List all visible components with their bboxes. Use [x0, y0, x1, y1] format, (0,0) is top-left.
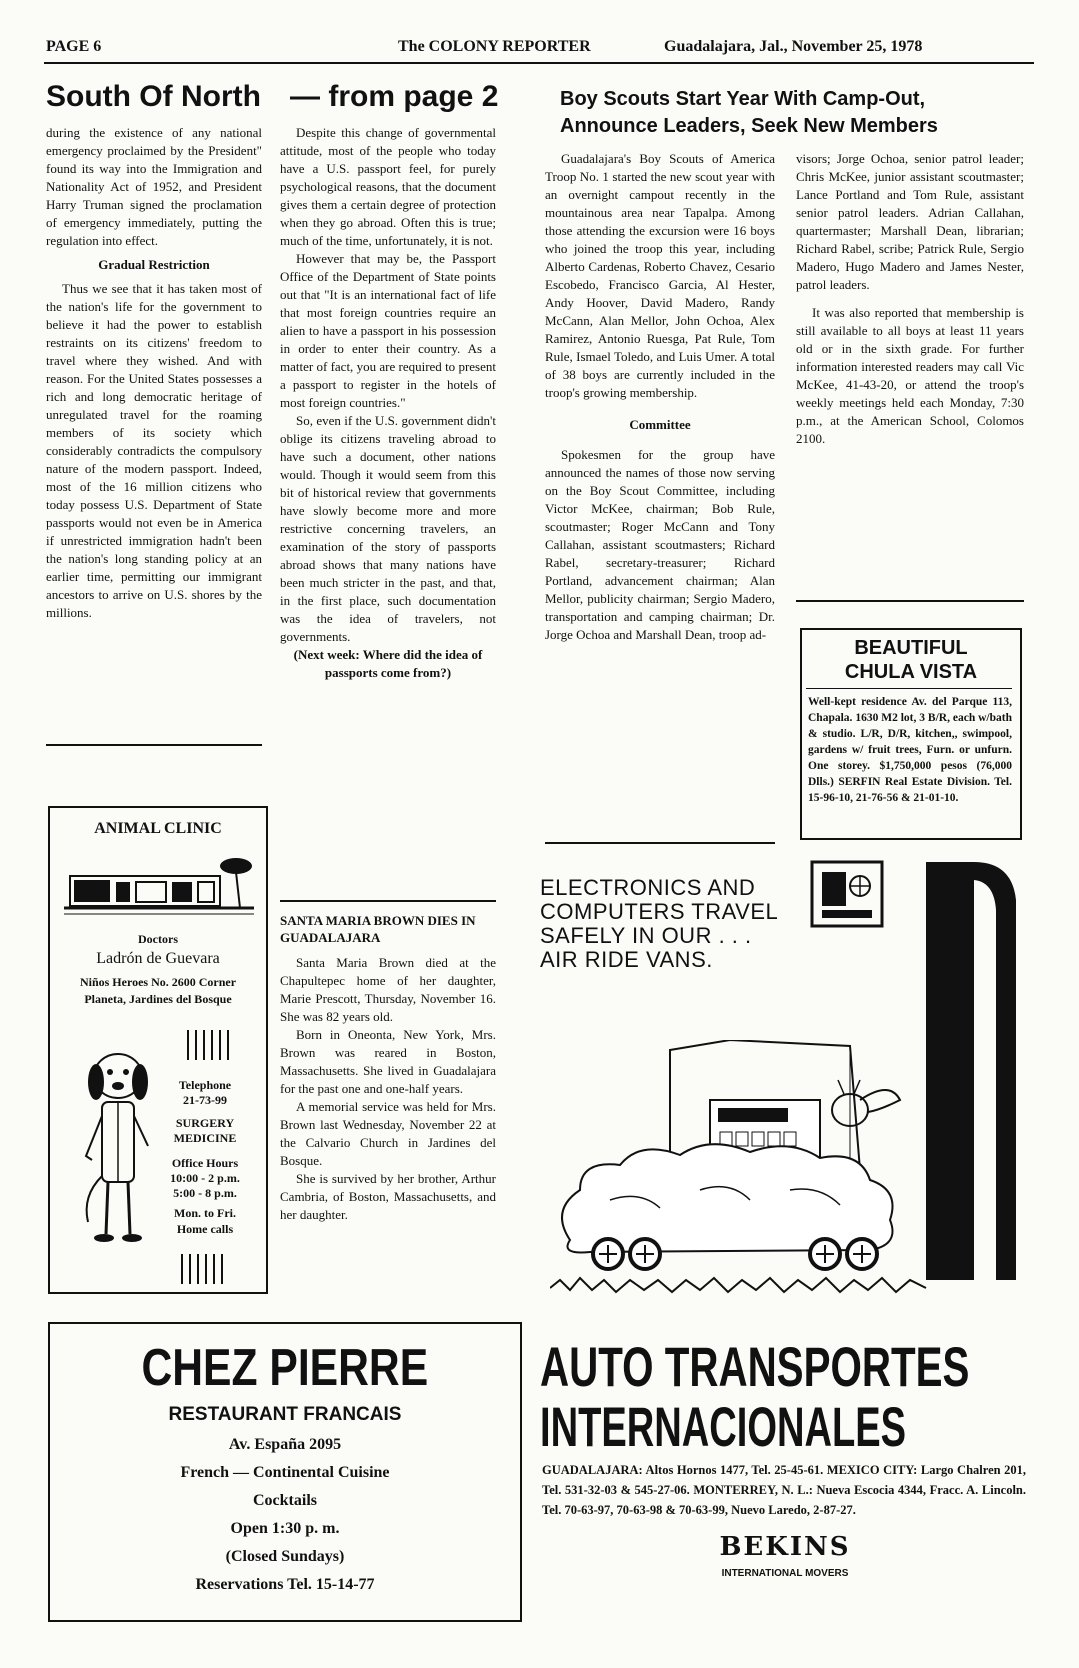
south-of-north-column-2 — [280, 124, 496, 682]
office-days: Mon. to Fri. — [174, 1206, 236, 1220]
column-rule — [280, 900, 496, 902]
divider-bars-top — [184, 1030, 234, 1060]
paragraph: Guadalajara's Boy Scouts of America Troop No. 1 started the new scout year with an overnight campout recently in the mountainous area near Tapalpa. Among those attending the excursion were 16 boys who joined the troop this year, including Alberto Cardenas, Roberto Chavez, Cesario Escobedo, Francisco Garcia, Al Hester, Andy Hoover, David Madero, Randy McCann, Alan Mellor, John Ochoa, Alex Ramirez, Antonio Ruesga, Pat Rule, Tom Rule, Ismael Toledo, and Luis Umer. A total of 38 boys are currently included in the troop's growing membership. — [545, 151, 775, 400]
paragraph: She is survived by her brother, Arthur Cambria, of Boston, Massachusetts, and her daughter. — [280, 1171, 496, 1222]
office-hours-label: Office Hours — [171, 1156, 239, 1170]
clinic-building-illustration — [64, 852, 254, 920]
divider-bars-bottom — [178, 1254, 228, 1284]
south-of-north-column-1 — [46, 124, 262, 622]
chez-pierre-closed: (Closed Sundays) — [225, 1548, 345, 1565]
column-rule — [545, 842, 775, 844]
animal-clinic-title: ANIMAL CLINIC — [94, 820, 222, 837]
home-calls: Home calls — [176, 1222, 234, 1236]
office-hours-morning: 10:00 - 2 p.m. — [170, 1171, 240, 1185]
paper-name: The COLONY REPORTER — [398, 38, 591, 55]
chez-pierre-cocktails: Cocktails — [253, 1492, 317, 1509]
south-of-north-headline-continued: — from page 2 — [290, 80, 499, 113]
paragraph: Spokesmen for the group have announced the names of those now serving on the Boy Scout Committee, including Victor McKee, chairman; Bob Rule, scoutmaster; Roger McCann and Tony Callahan, assistant scoutmasters; Richard Rabel, secretary-treasurer; Richard Portland, advancement chairman; Alan Mellor, publicity chairman; Sergio Madero, transportation and camping chairman; Dr. Jorge Ochoa and Marshall Dean, troop ad- — [545, 447, 775, 642]
auto-transportes-name-line-1: AUTO TRANSPORTES — [540, 1335, 970, 1398]
obituary-headline: SANTA MARIA BROWN DIES IN GUADALAJARA — [280, 913, 476, 945]
chula-vista-title-1: BEAUTIFUL — [854, 637, 968, 659]
boy-scouts-headline: Boy Scouts Start Year With Camp-Out, Announce Leaders, Seek New Members — [560, 88, 938, 137]
page-number: PAGE 6 — [46, 38, 102, 55]
auto-transportes-contacts: GUADALAJARA: Altos Hornos 1477, Tel. 25-45-61. MEXICO CITY: Largo Chalren 201, Tel. 531-32-03 & 545-27-06. MONTERREY, N. L.: Nueva Escocia 4344, Fracc. A. Lincoln. Tel. 70-63-97, 70-63-98 & 70-63-99, Nuevo Laredo, 2-87-27. — [542, 1463, 1026, 1517]
column-rule — [796, 600, 1024, 602]
air-ride-tagline: ELECTRONICS AND COMPUTERS TRAVEL SAFELY IN OUR . . . AIR RIDE VANS. — [540, 875, 778, 972]
masthead — [46, 38, 1036, 60]
telephone-number: 21-73-99 — [183, 1093, 227, 1107]
animal-clinic-ad — [48, 806, 268, 1294]
dateline: Guadalajara, Jal., November 25, 1978 — [664, 38, 923, 55]
divider — [806, 688, 1012, 689]
subhead: Committee — [629, 417, 691, 432]
south-of-north-headline: South Of North — [46, 80, 261, 113]
subhead: Gradual Restriction — [98, 257, 210, 272]
doctors-name: Ladrón de Guevara — [96, 950, 220, 967]
paragraph: A memorial service was held for Mrs. Brown last Wednesday, November 22 at the Calvario Church in Jardines del Bosque. — [280, 1099, 496, 1168]
paragraph: Born in Oneonta, New York, Mrs. Brown was reared in Boston, Massachusetts. She lived in Guadalajara for the past one and one-half years. — [280, 1027, 496, 1096]
bekins-subtitle: INTERNATIONAL MOVERS — [721, 1568, 849, 1579]
chez-pierre-reservations: Reservations Tel. 15-14-77 — [195, 1576, 375, 1593]
obituary — [280, 912, 496, 1224]
paragraph: Thus we see that it has taken most of the nation's life for the government to believe it had the power to establish restraints on its citizens' freedom to travel where they wished. And with reason. For the United States possesses a rich and long democratic heritage of unregulated travel for the roaming members of its society which considerably contradicts the compulsory nature of the modern passport. Indeed, most of the 16 million citizens who today possess U.S. Department of State passports would not even be in America if unrestricted immigration hadn't been the nation's long standing policy at an earlier time, permitting our immigrant ancestors to arrive on U.S. shores by the millions. — [46, 281, 262, 620]
auto-transportes-name-line-2-wrap — [540, 1395, 1030, 1458]
chez-pierre-subtitle: RESTAURANT FRANCAIS — [168, 1404, 402, 1425]
paragraph: Despite this change of governmental attitude, most of the people who today have a U.S. passport feel, for purely psychological reasons, that the document gives them a certain degree of protection when they go abroad. Often this is true; much of the time, unfortunately, it is not. — [280, 125, 496, 248]
paragraph: So, even if the U.S. government didn't oblige its citizens traveling abroad to have such a document, other nations would. Though it would seem from this bit of historical review that governments have slowly become more and more restrictive concerning travelers, an examination of the story of passports abroad shows that many nations have been much stricter in the past, and that, in the first place, such documentation was the idea of travelers, not governments. — [280, 413, 496, 644]
boy-scouts-column-1 — [545, 150, 775, 644]
paragraph: However that may be, the Passport Office of the Department of State points out that "It is an international fact of life that most foreign countries require an alien to have a passport in his possession in order to enter their country. As a matter of fact, you are required to present a passport to register in the hotels of most foreign countries." — [280, 251, 496, 410]
column-rule — [46, 744, 262, 746]
paragraph: Santa Maria Brown died at the Chapultepec home of her daughter, Marie Prescott, Thursday, November 16. She was 82 years old. — [280, 955, 496, 1024]
telephone-label: Telephone — [178, 1078, 232, 1092]
chula-vista-title-2: CHULA VISTA — [844, 661, 978, 683]
paragraph: It was also reported that membership is still available to all boys at least 11 years old or in the sixth grade. For further information interested readers may call Vic McKee, 41-43-20, or attend the troop's weekly meetings held each Monday, 7:30 p.m., at the American School, Colomos 2100. — [796, 305, 1024, 446]
auto-transportes-name-line-2: INTERNACIONALES — [540, 1395, 906, 1458]
dog-doctor-cartoon-icon — [78, 1046, 158, 1246]
masthead-rule — [44, 62, 1034, 64]
chula-vista-body: Well-kept residence Av. del Parque 113, Chapala. 1630 M2 lot, 3 B/R, each w/bath & studio. L/R, D/R, kitchen,, swimpool, gardens w/ fruit trees, Furn. or unfurn. One storey. $1,750,000 pesos (76,000 Dlls.) SERFIN Real Estate Division. Tel. 15-96-10, 21-76-56 & 21-01-10. — [808, 696, 1012, 804]
paragraph: during the existence of any national emergency proclaimed by the President" found its way into the Immigration and Nationality Act of 1952, and President Harry Truman signed the proclamation of emergency immediately, putting the regulation into effect. — [46, 125, 262, 248]
chula-vista-ad — [800, 628, 1022, 840]
chez-pierre-open: Open 1:30 p. m. — [230, 1520, 340, 1537]
chez-pierre-ad — [48, 1322, 522, 1622]
paragraph: visors; Jorge Ochoa, senior patrol leader; Chris McKee, junior assistant scoutmaster; Lance Portland and Tom Rule, assistant senior patrol leaders. Adrian Callahan, quartermaster; Marshall Dean, librarian; Richard Rabel, scribe; Patrick Rule, Sergio Madero, Hugo Madero and James Nester, patrol leaders. — [796, 151, 1024, 292]
chez-pierre-cuisine: French — Continental Cuisine — [180, 1464, 390, 1481]
next-week-teaser: (Next week: Where did the idea of passports come from?) — [293, 647, 483, 680]
doctors-label: Doctors — [138, 932, 178, 946]
clinic-services: SURGERY MEDICINE — [173, 1116, 237, 1145]
boy-scouts-column-2 — [796, 150, 1024, 448]
clinic-address: Niños Heroes No. 2600 Corner Planeta, Jardines del Bosque — [79, 975, 237, 1006]
auto-transportes-name-line-1-wrap — [540, 1335, 1030, 1398]
chez-pierre-address: Av. España 2095 — [228, 1436, 342, 1453]
air-ride-van-cloud-illustration — [550, 1040, 930, 1310]
bekins-logo: BEKINS — [719, 1532, 851, 1562]
office-hours-afternoon: 5:00 - 8 p.m. — [173, 1186, 237, 1200]
chez-pierre-name-wrap — [50, 1340, 520, 1396]
chez-pierre-name: CHEZ PIERRE — [141, 1339, 429, 1397]
